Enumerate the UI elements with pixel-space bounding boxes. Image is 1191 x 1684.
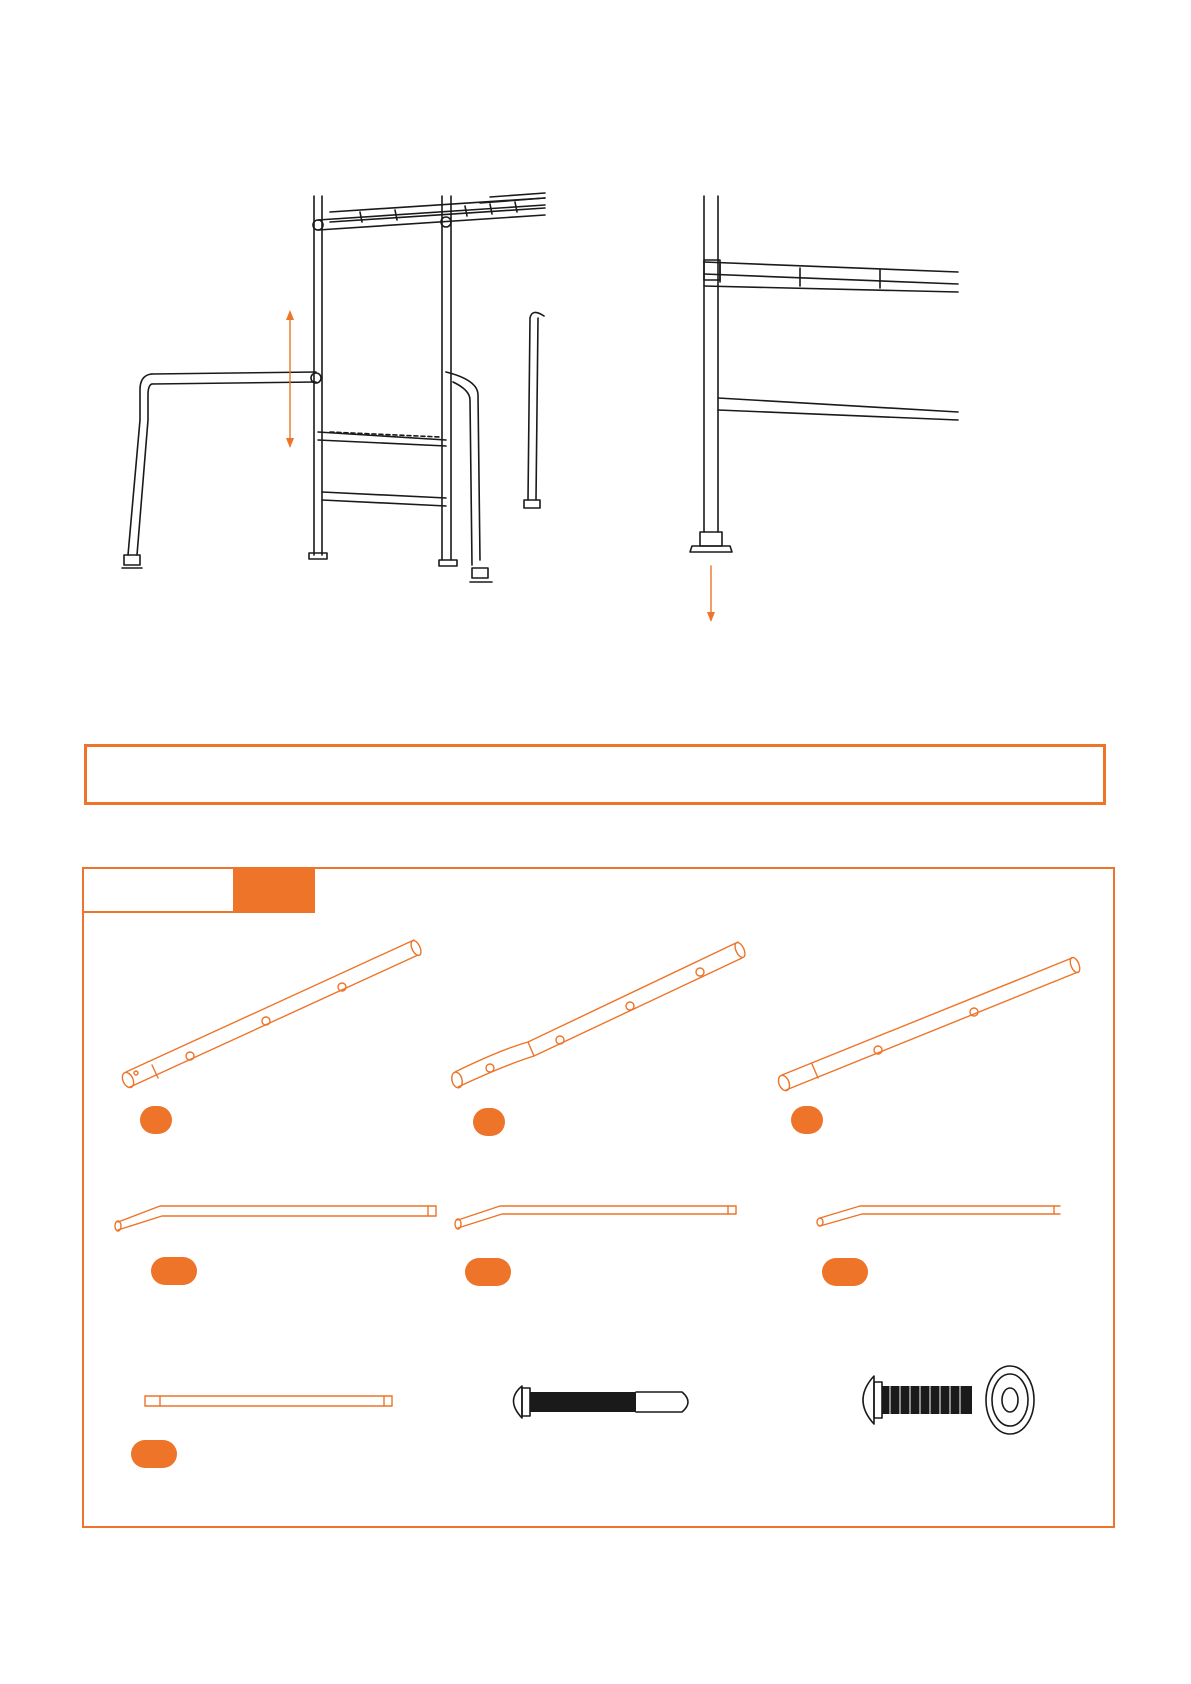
part-tube-b [450,941,747,1089]
part-rod-g [145,1396,392,1406]
part-rod-f [817,1206,1060,1226]
part-rod-e [455,1206,736,1229]
part-label-tube-a [140,1106,172,1134]
part-bolt-with-washer [863,1366,1034,1434]
part-long-bolt [514,1386,689,1418]
part-label-rod-d [151,1257,197,1285]
part-rod-d [115,1206,436,1231]
part-label-rod-g [131,1440,177,1468]
part-label-tube-c [791,1106,823,1134]
part-tube-c [776,956,1081,1092]
part-label-rod-f [822,1258,868,1286]
part-tube-a [120,939,423,1089]
part-label-rod-e [465,1258,511,1286]
part-label-tube-b [473,1108,505,1136]
